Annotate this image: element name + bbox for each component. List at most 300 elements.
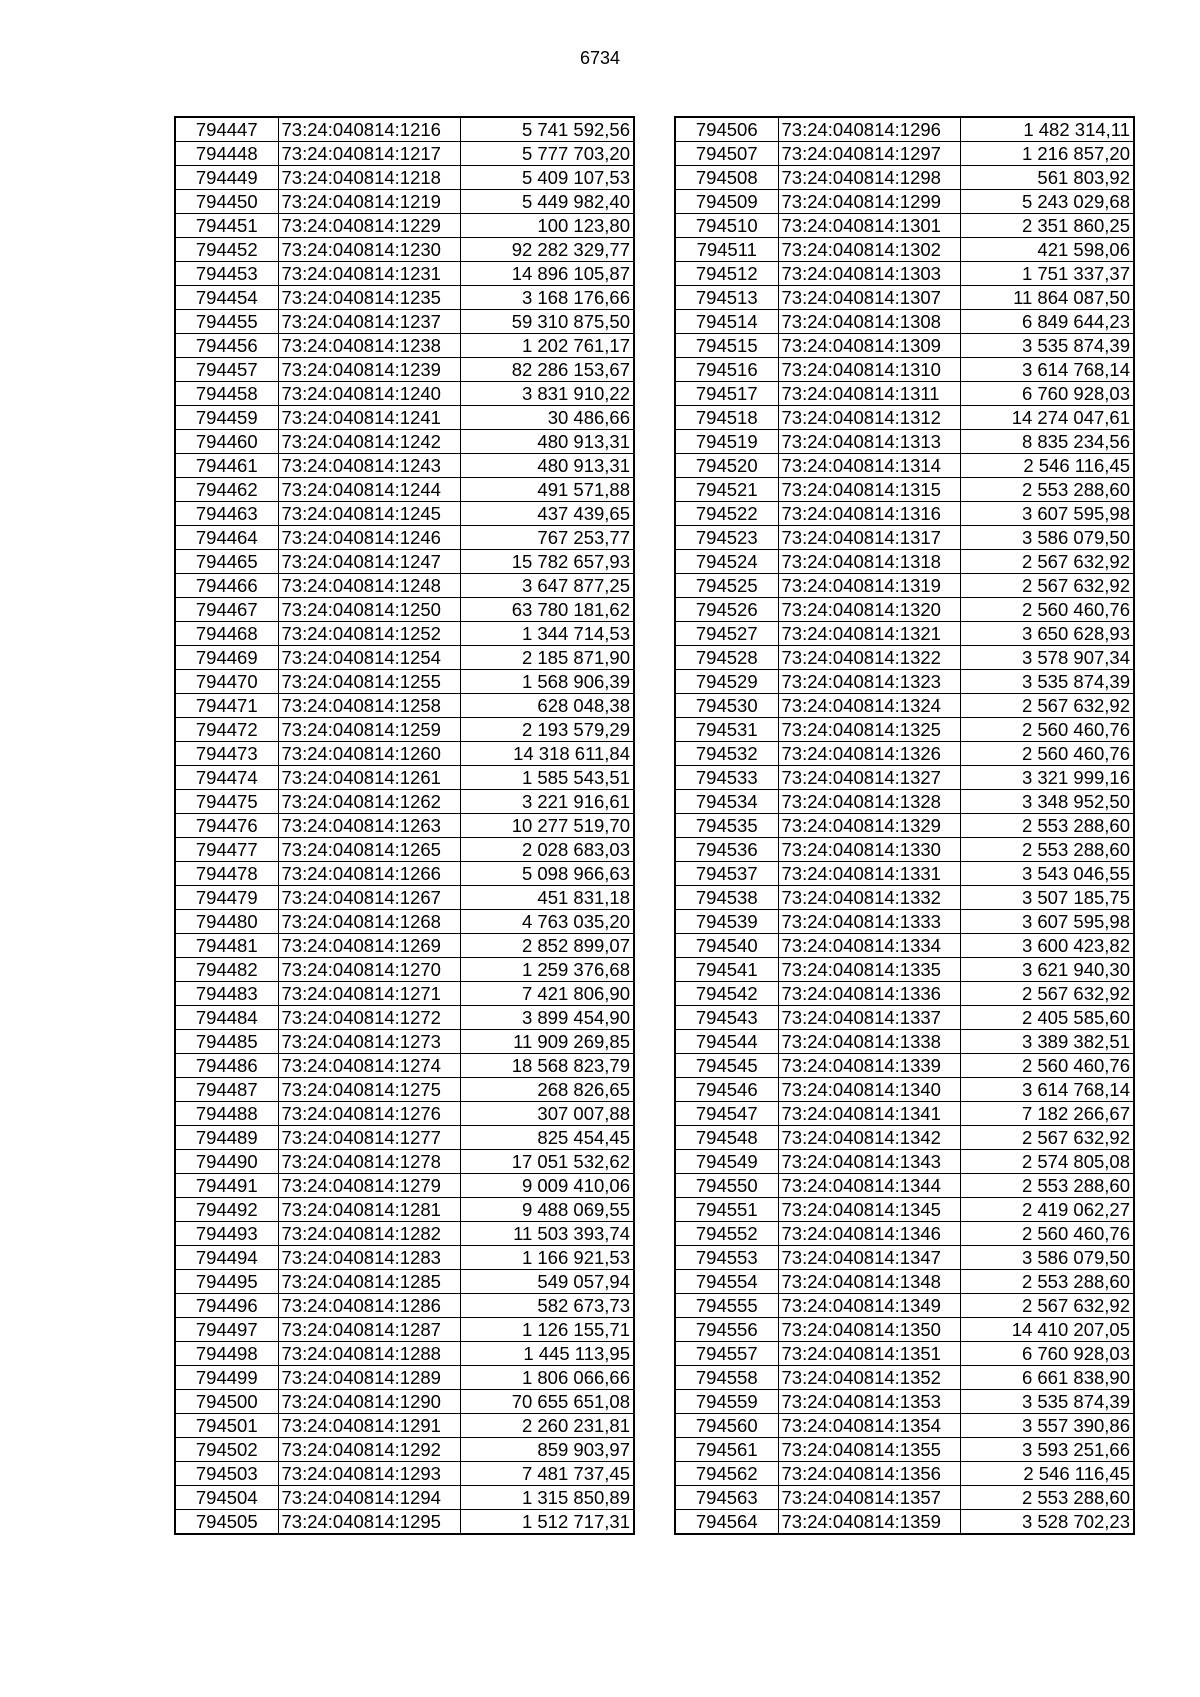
record-number-cell: 794511 bbox=[675, 238, 778, 262]
record-number-cell: 794515 bbox=[675, 334, 778, 358]
value-cell: 859 903,97 bbox=[460, 1438, 634, 1462]
record-number-cell: 794459 bbox=[175, 406, 278, 430]
cadastral-number-cell: 73:24:040814:1250 bbox=[278, 598, 460, 622]
table-row bbox=[675, 1006, 1134, 1030]
table-row bbox=[175, 1174, 634, 1198]
value-cell: 2 567 632,92 bbox=[960, 982, 1134, 1006]
table-row bbox=[675, 838, 1134, 862]
cadastral-number-cell: 73:24:040814:1247 bbox=[278, 550, 460, 574]
cadastral-number-cell: 73:24:040814:1267 bbox=[278, 886, 460, 910]
record-number-cell: 794519 bbox=[675, 430, 778, 454]
value-cell: 3 578 907,34 bbox=[960, 646, 1134, 670]
table-row bbox=[675, 1390, 1134, 1414]
record-number-cell: 794525 bbox=[675, 574, 778, 598]
cadastral-number-cell: 73:24:040814:1276 bbox=[278, 1102, 460, 1126]
value-cell: 2 546 116,45 bbox=[960, 1462, 1134, 1486]
value-cell: 2 553 288,60 bbox=[960, 478, 1134, 502]
value-cell: 18 568 823,79 bbox=[460, 1054, 634, 1078]
value-cell: 561 803,92 bbox=[960, 166, 1134, 190]
value-cell: 2 185 871,90 bbox=[460, 646, 634, 670]
record-number-cell: 794462 bbox=[175, 478, 278, 502]
table-row bbox=[675, 694, 1134, 718]
record-number-cell: 794556 bbox=[675, 1318, 778, 1342]
cadastral-number-cell: 73:24:040814:1307 bbox=[778, 286, 960, 310]
record-number-cell: 794530 bbox=[675, 694, 778, 718]
value-cell: 2 852 899,07 bbox=[460, 934, 634, 958]
cadastral-number-cell: 73:24:040814:1217 bbox=[278, 142, 460, 166]
record-number-cell: 794494 bbox=[175, 1246, 278, 1270]
record-number-cell: 794548 bbox=[675, 1126, 778, 1150]
record-number-cell: 794447 bbox=[175, 117, 278, 142]
table-row bbox=[675, 742, 1134, 766]
value-cell: 3 557 390,86 bbox=[960, 1414, 1134, 1438]
record-number-cell: 794455 bbox=[175, 310, 278, 334]
record-number-cell: 794518 bbox=[675, 406, 778, 430]
cadastral-number-cell: 73:24:040814:1343 bbox=[778, 1150, 960, 1174]
value-cell: 11 503 393,74 bbox=[460, 1222, 634, 1246]
table-row bbox=[675, 1510, 1134, 1535]
page-number: 6734 bbox=[579, 48, 621, 68]
table-row bbox=[175, 430, 634, 454]
table-row bbox=[175, 1390, 634, 1414]
cadastral-number-cell: 73:24:040814:1335 bbox=[778, 958, 960, 982]
record-number-cell: 794510 bbox=[675, 214, 778, 238]
cadastral-number-cell: 73:24:040814:1350 bbox=[778, 1318, 960, 1342]
value-cell: 3 593 251,66 bbox=[960, 1438, 1134, 1462]
cadastral-number-cell: 73:24:040814:1255 bbox=[278, 670, 460, 694]
table-row bbox=[675, 574, 1134, 598]
value-cell: 480 913,31 bbox=[460, 430, 634, 454]
value-cell: 3 650 628,93 bbox=[960, 622, 1134, 646]
record-number-cell: 794479 bbox=[175, 886, 278, 910]
cadastral-number-cell: 73:24:040814:1270 bbox=[278, 958, 460, 982]
cadastral-number-cell: 73:24:040814:1268 bbox=[278, 910, 460, 934]
table-row bbox=[675, 310, 1134, 334]
value-cell: 3 348 952,50 bbox=[960, 790, 1134, 814]
cadastral-number-cell: 73:24:040814:1259 bbox=[278, 718, 460, 742]
cadastral-number-cell: 73:24:040814:1339 bbox=[778, 1054, 960, 1078]
record-number-cell: 794490 bbox=[175, 1150, 278, 1174]
cadastral-number-cell: 73:24:040814:1354 bbox=[778, 1414, 960, 1438]
cadastral-number-cell: 73:24:040814:1289 bbox=[278, 1366, 460, 1390]
record-number-cell: 794523 bbox=[675, 526, 778, 550]
cadastral-number-cell: 73:24:040814:1265 bbox=[278, 838, 460, 862]
value-cell: 7 481 737,45 bbox=[460, 1462, 634, 1486]
record-number-cell: 794536 bbox=[675, 838, 778, 862]
table-row bbox=[675, 1270, 1134, 1294]
value-cell: 2 419 062,27 bbox=[960, 1198, 1134, 1222]
table-row bbox=[675, 1438, 1134, 1462]
cadastral-number-cell: 73:24:040814:1231 bbox=[278, 262, 460, 286]
table-row bbox=[175, 910, 634, 934]
value-cell: 14 410 207,05 bbox=[960, 1318, 1134, 1342]
record-number-cell: 794470 bbox=[175, 670, 278, 694]
table-row bbox=[175, 1222, 634, 1246]
table-row bbox=[675, 982, 1134, 1006]
value-cell: 6 760 928,03 bbox=[960, 382, 1134, 406]
value-cell: 6 849 644,23 bbox=[960, 310, 1134, 334]
table-row bbox=[675, 1054, 1134, 1078]
table-row bbox=[675, 286, 1134, 310]
record-number-cell: 794461 bbox=[175, 454, 278, 478]
cadastral-number-cell: 73:24:040814:1310 bbox=[778, 358, 960, 382]
value-cell: 3 528 702,23 bbox=[960, 1510, 1134, 1535]
record-number-cell: 794483 bbox=[175, 982, 278, 1006]
record-number-cell: 794491 bbox=[175, 1174, 278, 1198]
record-number-cell: 794527 bbox=[675, 622, 778, 646]
table-row bbox=[175, 718, 634, 742]
record-number-cell: 794560 bbox=[675, 1414, 778, 1438]
cadastral-number-cell: 73:24:040814:1229 bbox=[278, 214, 460, 238]
cadastral-number-cell: 73:24:040814:1337 bbox=[778, 1006, 960, 1030]
cadastral-number-cell: 73:24:040814:1282 bbox=[278, 1222, 460, 1246]
record-number-cell: 794514 bbox=[675, 310, 778, 334]
cadastral-number-cell: 73:24:040814:1279 bbox=[278, 1174, 460, 1198]
record-number-cell: 794554 bbox=[675, 1270, 778, 1294]
value-cell: 1 344 714,53 bbox=[460, 622, 634, 646]
table-row bbox=[175, 286, 634, 310]
cadastral-number-cell: 73:24:040814:1244 bbox=[278, 478, 460, 502]
value-cell: 8 835 234,56 bbox=[960, 430, 1134, 454]
table-row bbox=[675, 262, 1134, 286]
table-row bbox=[175, 766, 634, 790]
value-cell: 3 221 916,61 bbox=[460, 790, 634, 814]
value-cell: 451 831,18 bbox=[460, 886, 634, 910]
cadastral-number-cell: 73:24:040814:1291 bbox=[278, 1414, 460, 1438]
table-row bbox=[175, 838, 634, 862]
record-number-cell: 794516 bbox=[675, 358, 778, 382]
table-row bbox=[175, 958, 634, 982]
table-row bbox=[175, 646, 634, 670]
cadastral-number-cell: 73:24:040814:1296 bbox=[778, 117, 960, 142]
table-row bbox=[175, 142, 634, 166]
table-row bbox=[675, 526, 1134, 550]
cadastral-number-cell: 73:24:040814:1345 bbox=[778, 1198, 960, 1222]
cadastral-number-cell: 73:24:040814:1290 bbox=[278, 1390, 460, 1414]
value-cell: 3 168 176,66 bbox=[460, 286, 634, 310]
value-cell: 2 567 632,92 bbox=[960, 694, 1134, 718]
value-cell: 5 741 592,56 bbox=[460, 117, 634, 142]
cadastral-number-cell: 73:24:040814:1333 bbox=[778, 910, 960, 934]
table-row bbox=[175, 814, 634, 838]
value-cell: 2 567 632,92 bbox=[960, 1294, 1134, 1318]
value-cell: 582 673,73 bbox=[460, 1294, 634, 1318]
value-cell: 2 260 231,81 bbox=[460, 1414, 634, 1438]
record-number-cell: 794507 bbox=[675, 142, 778, 166]
table-row bbox=[675, 502, 1134, 526]
value-cell: 3 647 877,25 bbox=[460, 574, 634, 598]
record-number-cell: 794550 bbox=[675, 1174, 778, 1198]
value-cell: 628 048,38 bbox=[460, 694, 634, 718]
table-row bbox=[675, 1078, 1134, 1102]
table-row bbox=[175, 406, 634, 430]
table-row bbox=[675, 406, 1134, 430]
table-row bbox=[675, 1102, 1134, 1126]
record-number-cell: 794545 bbox=[675, 1054, 778, 1078]
cadastral-number-cell: 73:24:040814:1243 bbox=[278, 454, 460, 478]
value-cell: 1 445 113,95 bbox=[460, 1342, 634, 1366]
table-row bbox=[175, 1126, 634, 1150]
cadastral-number-cell: 73:24:040814:1273 bbox=[278, 1030, 460, 1054]
cadastral-number-cell: 73:24:040814:1359 bbox=[778, 1510, 960, 1535]
cadastral-number-cell: 73:24:040814:1263 bbox=[278, 814, 460, 838]
value-cell: 7 421 806,90 bbox=[460, 982, 634, 1006]
table-row bbox=[175, 1366, 634, 1390]
record-number-cell: 794541 bbox=[675, 958, 778, 982]
value-cell: 10 277 519,70 bbox=[460, 814, 634, 838]
record-number-cell: 794464 bbox=[175, 526, 278, 550]
value-cell: 421 598,06 bbox=[960, 238, 1134, 262]
table-row bbox=[675, 142, 1134, 166]
value-cell: 2 553 288,60 bbox=[960, 838, 1134, 862]
value-cell: 1 166 921,53 bbox=[460, 1246, 634, 1270]
record-number-cell: 794532 bbox=[675, 742, 778, 766]
cadastral-number-cell: 73:24:040814:1235 bbox=[278, 286, 460, 310]
table-row bbox=[675, 1294, 1134, 1318]
record-number-cell: 794539 bbox=[675, 910, 778, 934]
value-cell: 2 553 288,60 bbox=[960, 1174, 1134, 1198]
cadastral-number-cell: 73:24:040814:1241 bbox=[278, 406, 460, 430]
record-number-cell: 794540 bbox=[675, 934, 778, 958]
table-row bbox=[175, 790, 634, 814]
cadastral-number-cell: 73:24:040814:1240 bbox=[278, 382, 460, 406]
cadastral-number-cell: 73:24:040814:1269 bbox=[278, 934, 460, 958]
value-cell: 268 826,65 bbox=[460, 1078, 634, 1102]
cadastral-number-cell: 73:24:040814:1283 bbox=[278, 1246, 460, 1270]
cadastral-number-cell: 73:24:040814:1348 bbox=[778, 1270, 960, 1294]
cadastral-number-cell: 73:24:040814:1266 bbox=[278, 862, 460, 886]
record-number-cell: 794485 bbox=[175, 1030, 278, 1054]
record-number-cell: 794457 bbox=[175, 358, 278, 382]
record-number-cell: 794558 bbox=[675, 1366, 778, 1390]
record-number-cell: 794529 bbox=[675, 670, 778, 694]
cadastral-number-cell: 73:24:040814:1278 bbox=[278, 1150, 460, 1174]
value-cell: 3 614 768,14 bbox=[960, 358, 1134, 382]
value-cell: 4 763 035,20 bbox=[460, 910, 634, 934]
record-number-cell: 794448 bbox=[175, 142, 278, 166]
table-row bbox=[175, 238, 634, 262]
record-number-cell: 794469 bbox=[175, 646, 278, 670]
record-number-cell: 794559 bbox=[675, 1390, 778, 1414]
record-number-cell: 794484 bbox=[175, 1006, 278, 1030]
cadastral-number-cell: 73:24:040814:1294 bbox=[278, 1486, 460, 1510]
value-cell: 2 028 683,03 bbox=[460, 838, 634, 862]
record-number-cell: 794463 bbox=[175, 502, 278, 526]
cadastral-number-cell: 73:24:040814:1323 bbox=[778, 670, 960, 694]
record-number-cell: 794528 bbox=[675, 646, 778, 670]
cadastral-number-cell: 73:24:040814:1242 bbox=[278, 430, 460, 454]
table-row bbox=[675, 862, 1134, 886]
table-row bbox=[175, 382, 634, 406]
value-cell: 3 621 940,30 bbox=[960, 958, 1134, 982]
value-cell: 491 571,88 bbox=[460, 478, 634, 502]
value-cell: 5 449 982,40 bbox=[460, 190, 634, 214]
value-cell: 3 535 874,39 bbox=[960, 670, 1134, 694]
table-row bbox=[175, 1078, 634, 1102]
record-number-cell: 794474 bbox=[175, 766, 278, 790]
record-number-cell: 794458 bbox=[175, 382, 278, 406]
record-number-cell: 794465 bbox=[175, 550, 278, 574]
cadastral-number-cell: 73:24:040814:1346 bbox=[778, 1222, 960, 1246]
cadastral-number-cell: 73:24:040814:1309 bbox=[778, 334, 960, 358]
record-number-cell: 794509 bbox=[675, 190, 778, 214]
cadastral-number-cell: 73:24:040814:1353 bbox=[778, 1390, 960, 1414]
cadastral-number-cell: 73:24:040814:1216 bbox=[278, 117, 460, 142]
cadastral-number-cell: 73:24:040814:1298 bbox=[778, 166, 960, 190]
record-number-cell: 794495 bbox=[175, 1270, 278, 1294]
record-number-cell: 794547 bbox=[675, 1102, 778, 1126]
cadastral-number-cell: 73:24:040814:1245 bbox=[278, 502, 460, 526]
table-row bbox=[675, 478, 1134, 502]
record-number-cell: 794503 bbox=[175, 1462, 278, 1486]
cadastral-number-cell: 73:24:040814:1352 bbox=[778, 1366, 960, 1390]
value-cell: 437 439,65 bbox=[460, 502, 634, 526]
record-number-cell: 794473 bbox=[175, 742, 278, 766]
record-number-cell: 794499 bbox=[175, 1366, 278, 1390]
record-number-cell: 794477 bbox=[175, 838, 278, 862]
record-number-cell: 794480 bbox=[175, 910, 278, 934]
record-number-cell: 794450 bbox=[175, 190, 278, 214]
record-number-cell: 794561 bbox=[675, 1438, 778, 1462]
cadastral-number-cell: 73:24:040814:1288 bbox=[278, 1342, 460, 1366]
record-number-cell: 794487 bbox=[175, 1078, 278, 1102]
cadastral-number-cell: 73:24:040814:1297 bbox=[778, 142, 960, 166]
value-cell: 2 560 460,76 bbox=[960, 718, 1134, 742]
table-row bbox=[675, 718, 1134, 742]
value-cell: 1 568 906,39 bbox=[460, 670, 634, 694]
table-row bbox=[175, 622, 634, 646]
table-row bbox=[675, 550, 1134, 574]
cadastral-number-cell: 73:24:040814:1277 bbox=[278, 1126, 460, 1150]
table-row bbox=[675, 117, 1134, 142]
table-row bbox=[675, 454, 1134, 478]
table-row bbox=[675, 1198, 1134, 1222]
table-row bbox=[175, 310, 634, 334]
record-number-cell: 794481 bbox=[175, 934, 278, 958]
value-cell: 1 482 314,11 bbox=[960, 117, 1134, 142]
cadastral-number-cell: 73:24:040814:1299 bbox=[778, 190, 960, 214]
cadastral-number-cell: 73:24:040814:1319 bbox=[778, 574, 960, 598]
value-cell: 5 098 966,63 bbox=[460, 862, 634, 886]
value-cell: 7 182 266,67 bbox=[960, 1102, 1134, 1126]
value-cell: 1 585 543,51 bbox=[460, 766, 634, 790]
table-row bbox=[675, 1150, 1134, 1174]
value-cell: 11 864 087,50 bbox=[960, 286, 1134, 310]
table-row bbox=[175, 478, 634, 502]
record-number-cell: 794475 bbox=[175, 790, 278, 814]
table-row bbox=[175, 886, 634, 910]
cadastral-number-cell: 73:24:040814:1341 bbox=[778, 1102, 960, 1126]
record-number-cell: 794496 bbox=[175, 1294, 278, 1318]
record-number-cell: 794460 bbox=[175, 430, 278, 454]
table-row bbox=[175, 982, 634, 1006]
record-number-cell: 794546 bbox=[675, 1078, 778, 1102]
table-row bbox=[675, 1366, 1134, 1390]
value-cell: 2 567 632,92 bbox=[960, 550, 1134, 574]
table-row bbox=[675, 1414, 1134, 1438]
cadastral-number-cell: 73:24:040814:1302 bbox=[778, 238, 960, 262]
cadastral-number-cell: 73:24:040814:1318 bbox=[778, 550, 960, 574]
value-cell: 5 777 703,20 bbox=[460, 142, 634, 166]
record-number-cell: 794492 bbox=[175, 1198, 278, 1222]
value-cell: 3 586 079,50 bbox=[960, 1246, 1134, 1270]
cadastral-number-cell: 73:24:040814:1285 bbox=[278, 1270, 460, 1294]
table-row bbox=[675, 622, 1134, 646]
table-row bbox=[675, 1222, 1134, 1246]
value-cell: 6 760 928,03 bbox=[960, 1342, 1134, 1366]
record-number-cell: 794564 bbox=[675, 1510, 778, 1535]
cadastral-number-cell: 73:24:040814:1314 bbox=[778, 454, 960, 478]
table-row bbox=[175, 1102, 634, 1126]
table-row bbox=[675, 382, 1134, 406]
cadastral-number-cell: 73:24:040814:1258 bbox=[278, 694, 460, 718]
table-row bbox=[675, 190, 1134, 214]
record-number-cell: 794505 bbox=[175, 1510, 278, 1535]
value-cell: 2 553 288,60 bbox=[960, 1270, 1134, 1294]
value-cell: 2 560 460,76 bbox=[960, 598, 1134, 622]
table-row bbox=[175, 934, 634, 958]
value-cell: 3 600 423,82 bbox=[960, 934, 1134, 958]
table-row bbox=[675, 334, 1134, 358]
table-row bbox=[675, 214, 1134, 238]
record-number-cell: 794513 bbox=[675, 286, 778, 310]
table-left bbox=[174, 116, 635, 1535]
table-row bbox=[175, 1246, 634, 1270]
value-cell: 3 389 382,51 bbox=[960, 1030, 1134, 1054]
cadastral-number-cell: 73:24:040814:1317 bbox=[778, 526, 960, 550]
record-number-cell: 794552 bbox=[675, 1222, 778, 1246]
value-cell: 2 574 805,08 bbox=[960, 1150, 1134, 1174]
value-cell: 2 351 860,25 bbox=[960, 214, 1134, 238]
cadastral-number-cell: 73:24:040814:1311 bbox=[778, 382, 960, 406]
record-number-cell: 794472 bbox=[175, 718, 278, 742]
value-cell: 59 310 875,50 bbox=[460, 310, 634, 334]
value-cell: 2 193 579,29 bbox=[460, 718, 634, 742]
record-number-cell: 794489 bbox=[175, 1126, 278, 1150]
table-row bbox=[675, 1126, 1134, 1150]
value-cell: 14 896 105,87 bbox=[460, 262, 634, 286]
table-row bbox=[675, 1486, 1134, 1510]
record-number-cell: 794493 bbox=[175, 1222, 278, 1246]
value-cell: 825 454,45 bbox=[460, 1126, 634, 1150]
table-row bbox=[675, 598, 1134, 622]
record-number-cell: 794538 bbox=[675, 886, 778, 910]
value-cell: 2 405 585,60 bbox=[960, 1006, 1134, 1030]
value-cell: 30 486,66 bbox=[460, 406, 634, 430]
cadastral-number-cell: 73:24:040814:1239 bbox=[278, 358, 460, 382]
record-number-cell: 794451 bbox=[175, 214, 278, 238]
cadastral-number-cell: 73:24:040814:1349 bbox=[778, 1294, 960, 1318]
table-row bbox=[175, 214, 634, 238]
value-cell: 1 126 155,71 bbox=[460, 1318, 634, 1342]
cadastral-number-cell: 73:24:040814:1330 bbox=[778, 838, 960, 862]
cadastral-number-cell: 73:24:040814:1355 bbox=[778, 1438, 960, 1462]
table-row bbox=[675, 1246, 1134, 1270]
value-cell: 9 009 410,06 bbox=[460, 1174, 634, 1198]
cadastral-number-cell: 73:24:040814:1342 bbox=[778, 1126, 960, 1150]
record-number-cell: 794482 bbox=[175, 958, 278, 982]
record-number-cell: 794452 bbox=[175, 238, 278, 262]
cadastral-number-cell: 73:24:040814:1295 bbox=[278, 1510, 460, 1535]
record-number-cell: 794453 bbox=[175, 262, 278, 286]
cadastral-number-cell: 73:24:040814:1338 bbox=[778, 1030, 960, 1054]
value-cell: 767 253,77 bbox=[460, 526, 634, 550]
cadastral-number-cell: 73:24:040814:1351 bbox=[778, 1342, 960, 1366]
cadastral-number-cell: 73:24:040814:1287 bbox=[278, 1318, 460, 1342]
cadastral-number-cell: 73:24:040814:1315 bbox=[778, 478, 960, 502]
value-cell: 1 216 857,20 bbox=[960, 142, 1134, 166]
value-cell: 5 409 107,53 bbox=[460, 166, 634, 190]
